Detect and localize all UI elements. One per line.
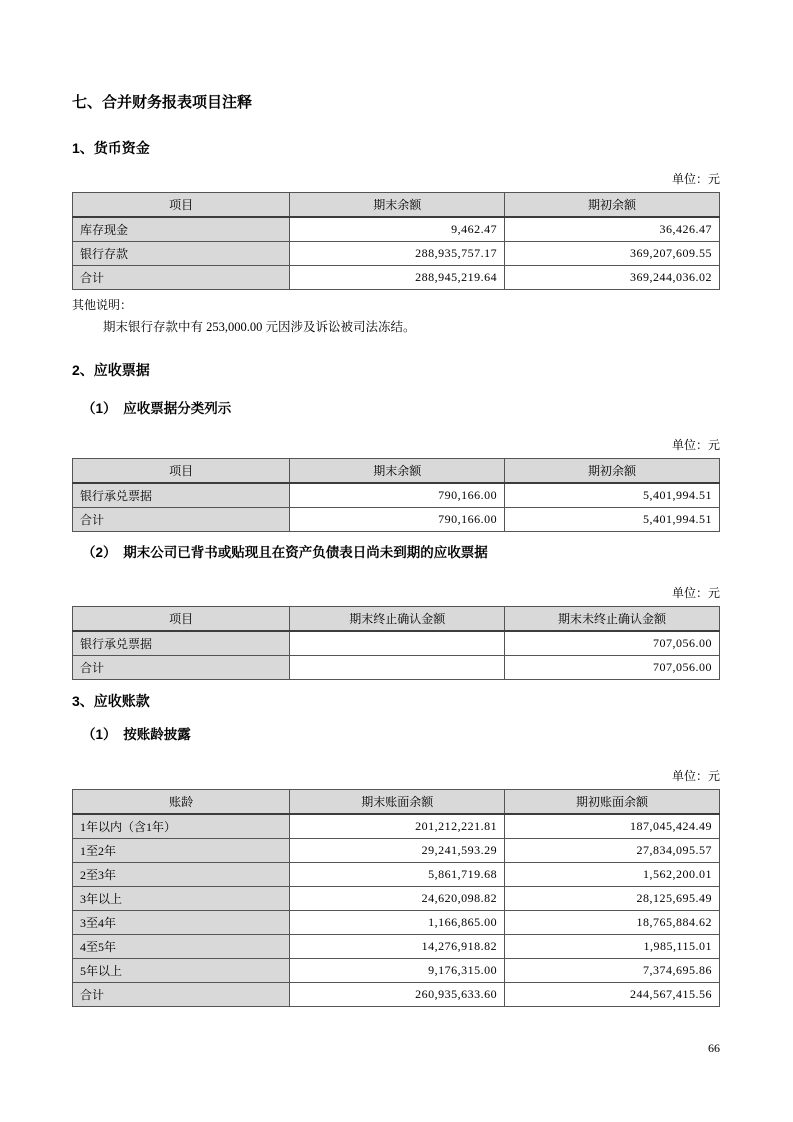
row-label-cell: 3年以上 [73, 887, 290, 911]
table-header-cell: 账龄 [73, 790, 290, 815]
row-label-cell: 合计 [73, 983, 290, 1007]
monetary-funds-table [72, 192, 720, 290]
table-row [73, 814, 720, 839]
amount-cell: 7,374,695.86 [505, 959, 720, 983]
amount-cell: 244,567,415.56 [505, 983, 720, 1007]
subsection-heading-notes-classification: （1） 应收票据分类列示 [82, 401, 232, 416]
row-label-cell: 3至4年 [73, 911, 290, 935]
section-heading-accounts-receivable: 3、应收账款 [72, 693, 150, 709]
amount-cell: 288,935,757.17 [290, 242, 505, 266]
amount-cell: 5,401,994.51 [505, 483, 720, 508]
other-note-label: 其他说明： [72, 298, 133, 312]
table-row [73, 242, 720, 266]
table-header-cell: 期末终止确认金额 [290, 607, 505, 632]
table-row [73, 266, 720, 290]
amount-cell: 707,056.00 [505, 656, 720, 680]
row-label-cell: 银行存款 [73, 242, 290, 266]
amount-cell: 9,462.47 [290, 217, 505, 242]
table-header-row [73, 459, 720, 484]
table-header-row [73, 193, 720, 218]
table-header-row [73, 790, 720, 815]
table-header-cell: 项目 [73, 193, 290, 218]
subsection-heading-endorsed-notes: （2） 期末公司已背书或贴现且在资产负债表日尚未到期的应收票据 [82, 545, 488, 560]
amount-cell: 288,945,219.64 [290, 266, 505, 290]
amount-cell: 187,045,424.49 [505, 814, 720, 839]
row-label-cell: 合计 [73, 508, 290, 532]
amount-cell: 1,166,865.00 [290, 911, 505, 935]
row-label-cell: 2至3年 [73, 863, 290, 887]
table-row [73, 631, 720, 656]
amount-cell: 9,176,315.00 [290, 959, 505, 983]
row-label-cell: 银行承兑票据 [73, 631, 290, 656]
unit-label: 单位：元 [671, 769, 720, 783]
page-number: 66 [708, 1041, 720, 1055]
table-header-cell: 项目 [73, 459, 290, 484]
amount-cell: 27,834,095.57 [505, 839, 720, 863]
row-label-cell: 银行承兑票据 [73, 483, 290, 508]
amount-cell: 1,985,115.01 [505, 935, 720, 959]
section-heading-monetary-funds: 1、货币资金 [72, 140, 150, 156]
table-header-cell: 期末未终止确认金额 [505, 607, 720, 632]
table-header-row [73, 607, 720, 632]
table-row [73, 839, 720, 863]
table-header-cell: 期末余额 [290, 193, 505, 218]
amount-cell: 201,212,221.81 [290, 814, 505, 839]
amount-cell: 24,620,098.82 [290, 887, 505, 911]
amount-cell: 14,276,918.82 [290, 935, 505, 959]
accounts-receivable-aging-table [72, 789, 720, 1007]
amount-cell: 5,401,994.51 [505, 508, 720, 532]
amount-cell [290, 656, 505, 680]
table-header-cell: 期末余额 [290, 459, 505, 484]
amount-cell: 707,056.00 [505, 631, 720, 656]
table-row [73, 483, 720, 508]
table-row [73, 959, 720, 983]
amount-cell: 369,207,609.55 [505, 242, 720, 266]
row-label-cell: 合计 [73, 656, 290, 680]
unit-label: 单位：元 [671, 586, 720, 600]
row-label-cell: 库存现金 [73, 217, 290, 242]
table-row [73, 935, 720, 959]
amount-cell: 5,861,719.68 [290, 863, 505, 887]
amount-cell: 36,426.47 [505, 217, 720, 242]
table-header-cell: 期末账面余额 [290, 790, 505, 815]
section-heading-notes-receivable: 2、应收票据 [72, 362, 150, 378]
table-header-cell: 项目 [73, 607, 290, 632]
table-header-cell: 期初账面余额 [505, 790, 720, 815]
table-row [73, 217, 720, 242]
row-label-cell: 5年以上 [73, 959, 290, 983]
table-row [73, 656, 720, 680]
table-row [73, 983, 720, 1007]
unit-label: 单位：元 [671, 438, 720, 452]
amount-cell: 29,241,593.29 [290, 839, 505, 863]
table-header-cell: 期初余额 [505, 193, 720, 218]
table-row [73, 911, 720, 935]
amount-cell: 28,125,695.49 [505, 887, 720, 911]
amount-cell: 18,765,884.62 [505, 911, 720, 935]
amount-cell [290, 631, 505, 656]
other-note-text: 期末银行存款中有 253,000.00 元因涉及诉讼被司法冻结。 [103, 320, 416, 334]
amount-cell: 369,244,036.02 [505, 266, 720, 290]
subsection-heading-aging-disclosure: （1） 按账龄披露 [82, 727, 191, 742]
row-label-cell: 1年以内（含1年） [73, 814, 290, 839]
table-row [73, 508, 720, 532]
endorsed-notes-table [72, 606, 720, 680]
amount-cell: 790,166.00 [290, 508, 505, 532]
table-row [73, 887, 720, 911]
table-row [73, 863, 720, 887]
row-label-cell: 4至5年 [73, 935, 290, 959]
amount-cell: 260,935,633.60 [290, 983, 505, 1007]
row-label-cell: 合计 [73, 266, 290, 290]
notes-receivable-classification-table [72, 458, 720, 532]
page-title: 七、合并财务报表项目注释 [72, 94, 253, 111]
amount-cell: 1,562,200.01 [505, 863, 720, 887]
amount-cell: 790,166.00 [290, 483, 505, 508]
table-header-cell: 期初余额 [505, 459, 720, 484]
unit-label: 单位：元 [671, 172, 720, 186]
row-label-cell: 1至2年 [73, 839, 290, 863]
